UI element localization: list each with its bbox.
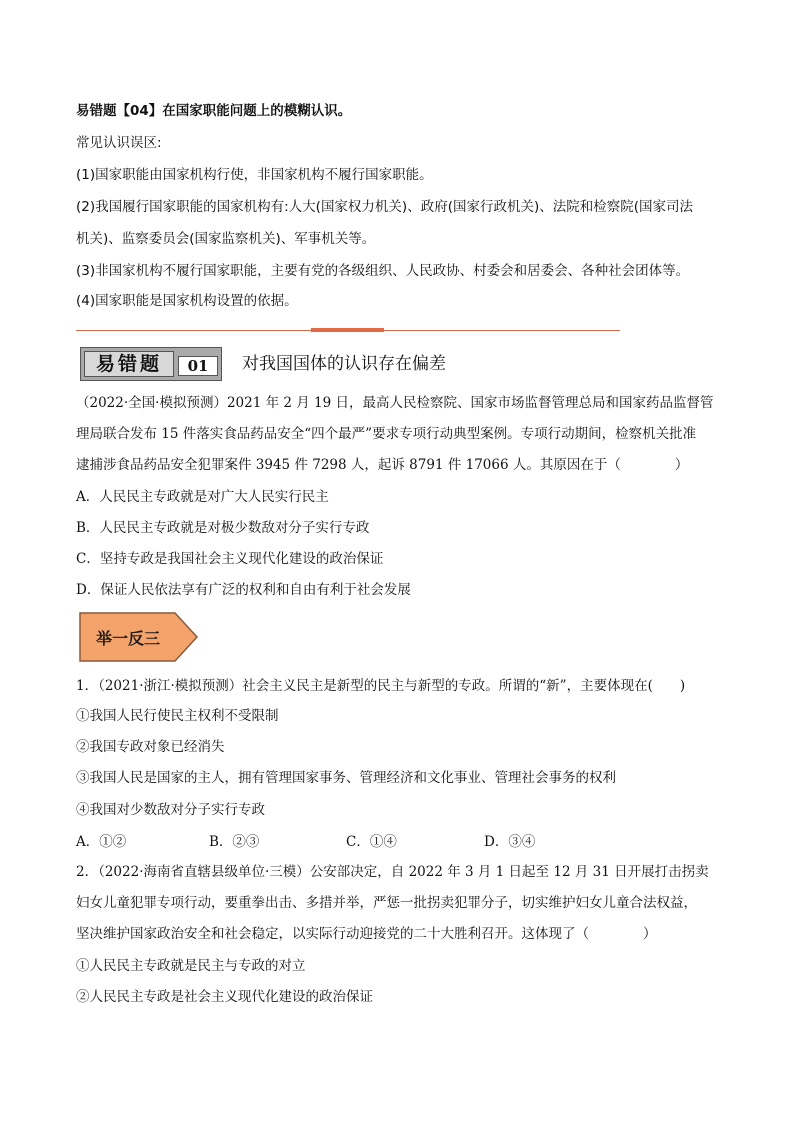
error-topic-heading: 易错题【04】在国家职能问题上的模糊认识。 (76, 103, 352, 119)
question-option-d: D．保证人民依法享有广泛的权利和自由有利于社会发展 (76, 582, 411, 598)
misconception-point-2: (2)我国履行国家职能的国家机构有:人大(国家权力机关)、政府(国家行政机关)、法院和检察院(国家司法 (76, 199, 694, 215)
misconception-label: 常见认识误区: (76, 135, 162, 151)
q1-item-4: ④我国对少数敌对分子实行专政 (76, 802, 265, 818)
q1-choice-b: B．②③ (209, 834, 260, 850)
q2-stem-line-3: 坚决维护国家政治安全和社会稳定，以实际行动迎接党的二十大胜利召开。这体现了（ ） (76, 926, 657, 942)
question-stem-line-1: （2022·全国·模拟预测）2021 年 2 月 19 日，最高人民检察院、国家市场监督管理总局和国家药品监督管 (76, 395, 714, 411)
q2-item-1: ①人民民主专政就是民主与专政的对立 (76, 958, 306, 974)
q1-item-2: ②我国专政对象已经消失 (76, 739, 225, 755)
q2-item-2: ②人民民主专政是社会主义现代化建设的政治保证 (76, 989, 373, 1005)
practice-tag-label: 举一反三 (95, 629, 160, 648)
q1-choice-a: A．①② (76, 834, 127, 850)
section-badge (80, 347, 222, 381)
question-stem-line-2: 理局联合发布 15 件落实食品药品安全“四个最严”要求专项行动典型案例。专项行动期间，检察机关批准 (76, 426, 697, 442)
misconception-point-3: (3)非国家机构不履行国家职能，主要有党的各级组织、人民政协、村委会和居委会、各种社会团体等。 (76, 263, 690, 279)
question-option-c: C．坚持专政是我国社会主义现代化建设的政治保证 (76, 551, 384, 567)
section-badge-number: 01 (178, 356, 218, 376)
q1-item-3: ③我国人民是国家的主人，拥有管理国家事务、管理经济和文化事业、管理社会事务的权利 (76, 770, 616, 786)
q2-stem-line-1: 2．（2022·海南省直辖县级单位·三模）公安部决定，自 2022 年 3 月 1 日起至 12 月 31 日开展打击拐卖 (76, 864, 709, 880)
misconception-point-4: (4)国家职能是国家机构设置的依据。 (76, 293, 298, 309)
question-option-a: A．人民民主专政就是对广大人民实行民主 (76, 489, 329, 505)
q1-choices (76, 832, 676, 852)
misconception-point-2-cont: 机关)、监察委员会(国家监察机关)、军事机关等。 (76, 231, 376, 247)
q1-stem: 1．（2021·浙江·模拟预测）社会主义民主是新型的民主与新型的专政。所谓的“新”，主要体现在( ) (76, 678, 686, 694)
question-option-b: B．人民民主专政就是对极少数敌对分子实行专政 (76, 520, 370, 536)
misconception-point-1: (1)国家职能由国家机构行使，非国家机构不履行国家职能。 (76, 167, 433, 183)
question-stem-line-3: 逮捕涉食品药品安全犯罪案件 3945 件 7298 人，起诉 8791 件 17066 人。其原因在于（ ） (76, 457, 689, 473)
section-title: 对我国国体的认识存在偏差 (242, 354, 446, 374)
q1-choice-c: C．①④ (346, 834, 397, 850)
q1-item-1: ①我国人民行使民主权利不受限制 (76, 708, 279, 724)
section-badge-text: 易错题 (84, 351, 174, 377)
q2-stem-line-2: 妇女儿童犯罪专项行动，要重拳出击、多措并举，严惩一批拐卖犯罪分子，切实维护妇女儿童合法权益， (76, 895, 697, 911)
q1-choice-d: D．③④ (484, 834, 536, 850)
section-divider-accent (311, 328, 384, 332)
